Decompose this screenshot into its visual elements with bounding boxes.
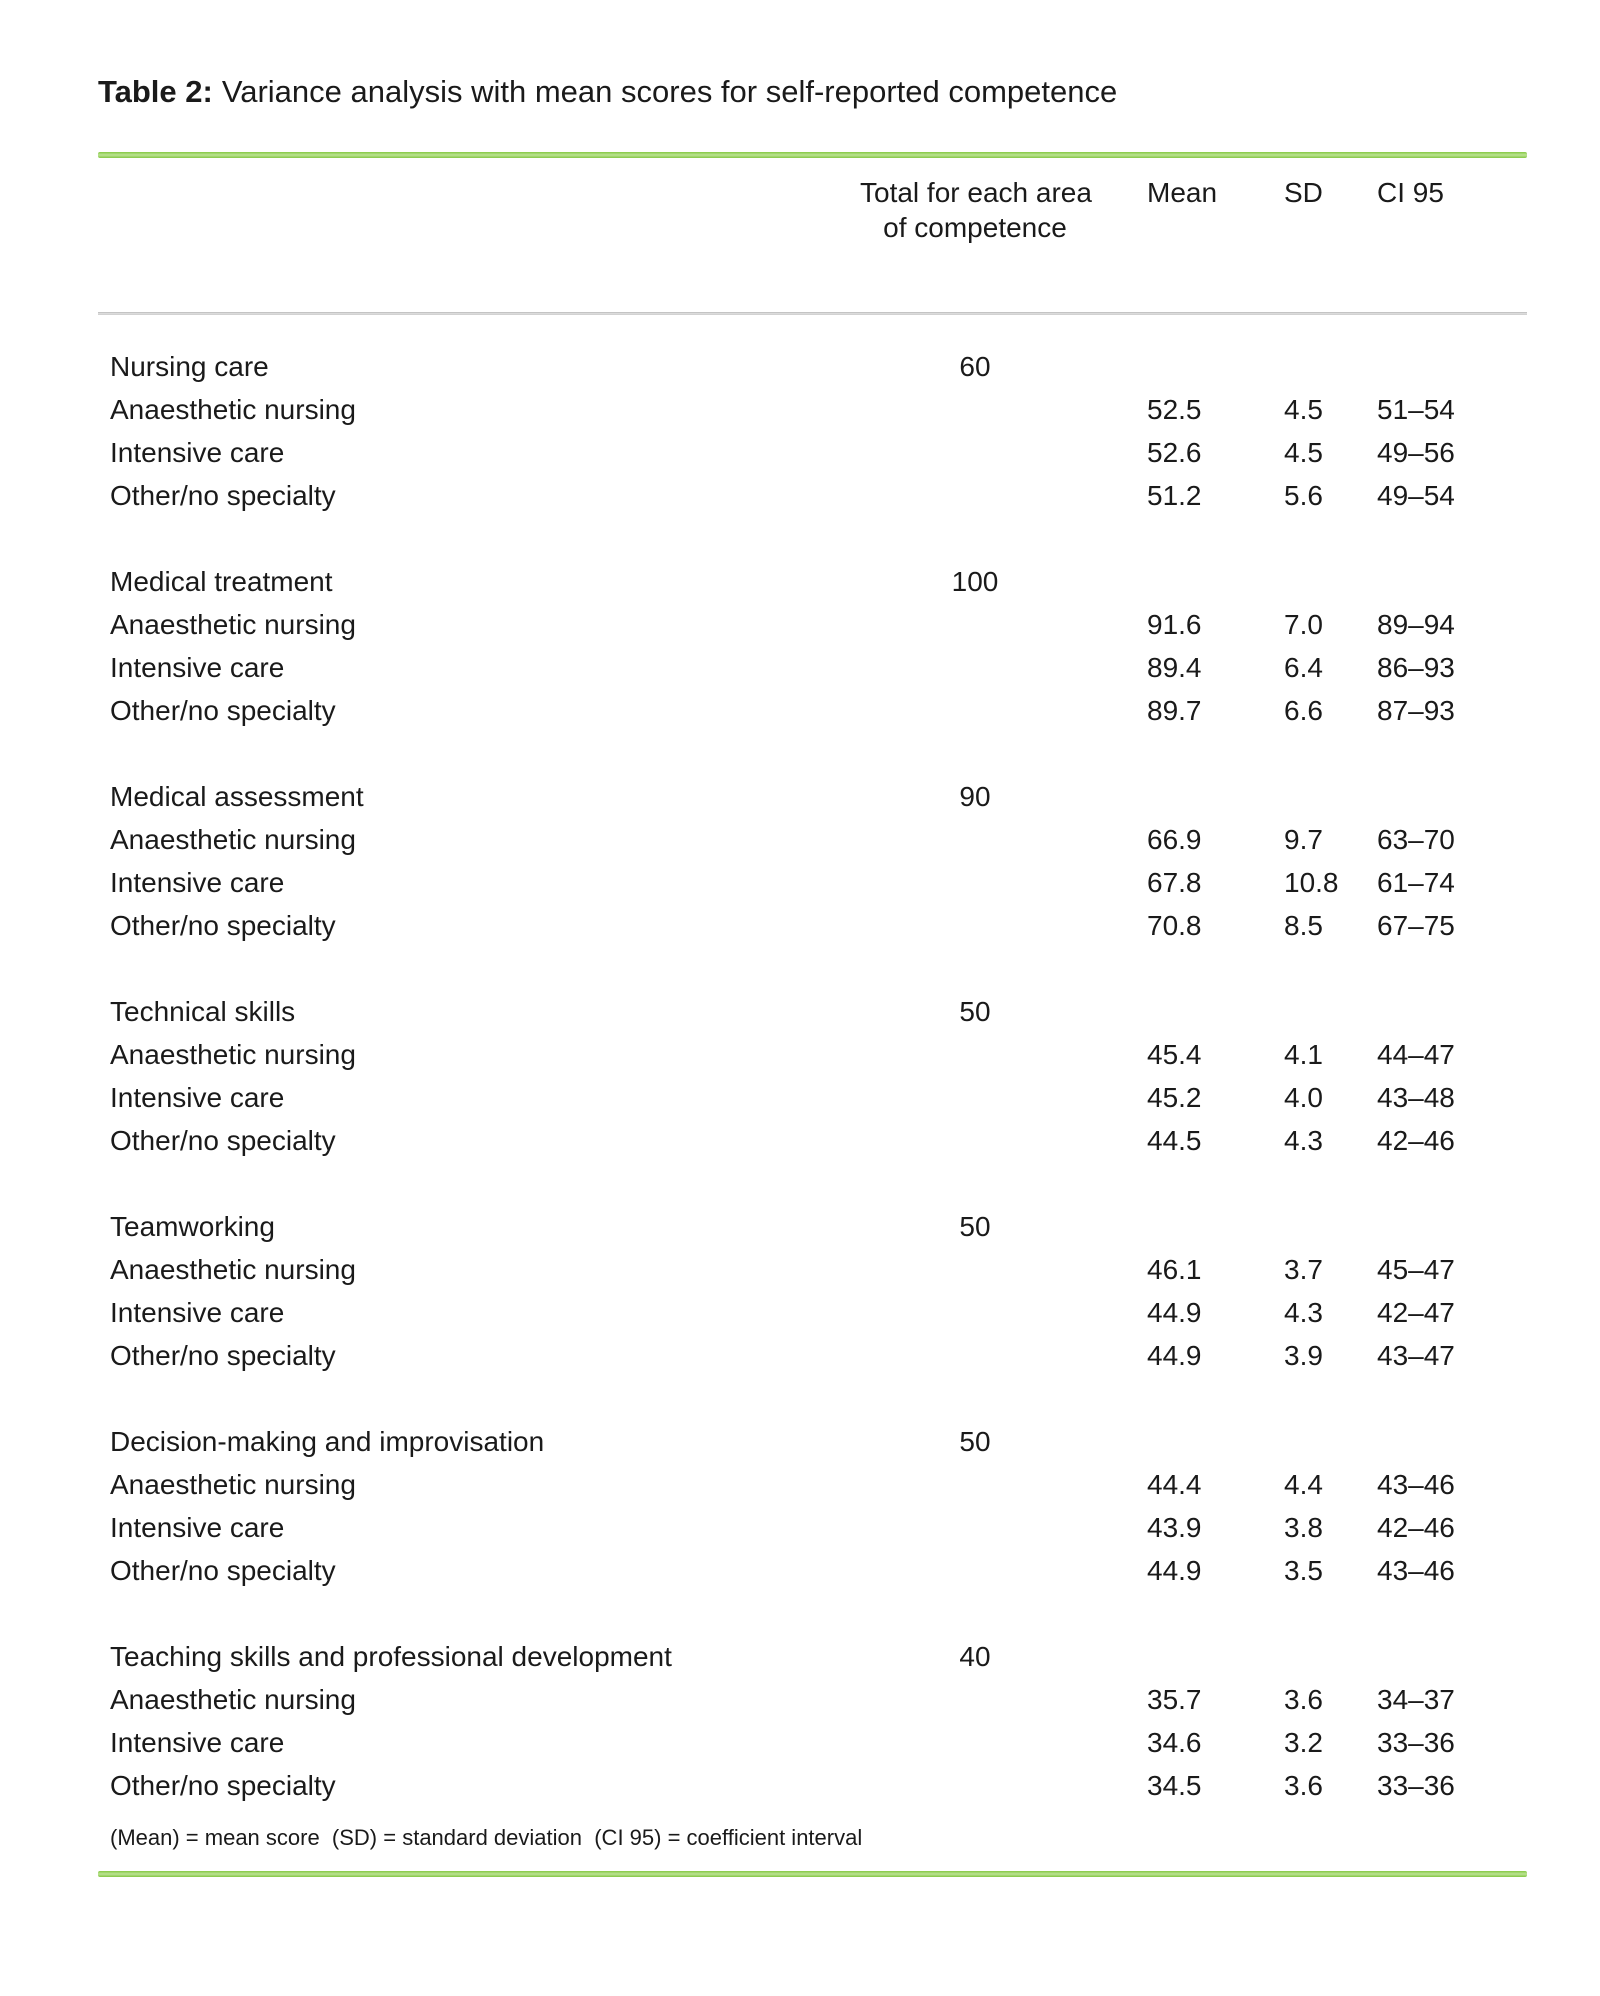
mean-value: 89.7 [1147, 694, 1202, 726]
ci-value: 86–93 [1377, 651, 1455, 683]
ci-value: 43–47 [1377, 1339, 1455, 1371]
group-label: Medical assessment [110, 780, 364, 812]
group-spacer [110, 732, 1527, 775]
table-row [110, 1033, 1527, 1076]
table-row [110, 646, 1527, 689]
table-row [110, 1721, 1527, 1764]
ci-value: 43–46 [1377, 1554, 1455, 1586]
ci-value: 33–36 [1377, 1769, 1455, 1801]
mean-value: 51.2 [1147, 479, 1202, 511]
table-row [110, 431, 1527, 474]
table-body [110, 315, 1527, 1807]
group-total-value: 60 [959, 350, 991, 382]
sd-value: 4.4 [1284, 1468, 1323, 1500]
mean-value: 52.5 [1147, 393, 1202, 425]
sd-value: 3.9 [1284, 1339, 1323, 1371]
ci-value: 45–47 [1377, 1253, 1455, 1285]
mean-value: 35.7 [1147, 1683, 1202, 1715]
table-row [110, 1119, 1527, 1162]
sd-value: 5.6 [1284, 479, 1323, 511]
table-row [110, 1549, 1527, 1592]
table-row [110, 904, 1527, 947]
mean-value: 44.9 [1147, 1554, 1202, 1586]
mean-value: 45.2 [1147, 1081, 1202, 1113]
group-header-row [110, 775, 1527, 818]
group-label: Medical treatment [110, 565, 333, 597]
mean-value: 34.5 [1147, 1769, 1202, 1801]
group-label: Teamworking [110, 1210, 275, 1242]
sd-value: 4.0 [1284, 1081, 1323, 1113]
group-header-row [110, 1420, 1527, 1463]
ci-value: 61–74 [1377, 866, 1455, 898]
row-label: Other/no specialty [110, 479, 336, 511]
table-header-row [110, 175, 1527, 245]
group-total-value: 50 [959, 995, 991, 1027]
group-label: Nursing care [110, 350, 269, 382]
row-label: Anaesthetic nursing [110, 393, 356, 425]
ci-value: 43–46 [1377, 1468, 1455, 1500]
table-row [110, 818, 1527, 861]
table-row [110, 1463, 1527, 1506]
row-label: Intensive care [110, 1726, 285, 1758]
mean-value: 46.1 [1147, 1253, 1202, 1285]
top-green-rule [98, 152, 1527, 158]
table-row [110, 1764, 1527, 1807]
ci-value: 34–37 [1377, 1683, 1455, 1715]
mean-value: 67.8 [1147, 866, 1202, 898]
ci-value: 42–46 [1377, 1124, 1455, 1156]
ci-value: 42–47 [1377, 1296, 1455, 1328]
sd-value: 4.1 [1284, 1038, 1323, 1070]
row-label: Intensive care [110, 436, 285, 468]
group-total-value: 50 [959, 1210, 991, 1242]
header-total [860, 175, 1090, 245]
row-label: Anaesthetic nursing [110, 823, 356, 855]
table-row [110, 689, 1527, 732]
ci-value: 49–56 [1377, 436, 1455, 468]
table-row [110, 1248, 1527, 1291]
group-header-row [110, 560, 1527, 603]
ci-value: 49–54 [1377, 479, 1455, 511]
row-label: Intensive care [110, 1081, 285, 1113]
group-label: Technical skills [110, 995, 296, 1027]
sd-value: 4.5 [1284, 393, 1323, 425]
sd-value: 4.3 [1284, 1296, 1323, 1328]
group-total-value: 90 [959, 780, 991, 812]
table-caption-text: Variance analysis with mean scores for self-reported competence [221, 74, 1118, 109]
sd-value: 9.7 [1284, 823, 1323, 855]
mean-value: 34.6 [1147, 1726, 1202, 1758]
row-label: Other/no specialty [110, 1554, 336, 1586]
group-header-row [110, 345, 1527, 388]
table-caption [98, 73, 1600, 111]
group-spacer [110, 1377, 1527, 1420]
row-label: Anaesthetic nursing [110, 1038, 356, 1070]
sd-value: 3.7 [1284, 1253, 1323, 1285]
group-header-row [110, 1635, 1527, 1678]
sd-value: 3.6 [1284, 1769, 1323, 1801]
mean-value: 43.9 [1147, 1511, 1202, 1543]
row-label: Other/no specialty [110, 1769, 336, 1801]
group-header-row [110, 990, 1527, 1033]
row-label: Other/no specialty [110, 694, 336, 726]
sd-value: 3.5 [1284, 1554, 1323, 1586]
ci-value: 51–54 [1377, 393, 1455, 425]
table-row [110, 474, 1527, 517]
sd-value: 6.4 [1284, 651, 1323, 683]
mean-value: 89.4 [1147, 651, 1202, 683]
header-total-line1: Total for each area [860, 177, 1092, 208]
mean-value: 52.6 [1147, 436, 1202, 468]
mean-value: 44.4 [1147, 1468, 1202, 1500]
sd-value: 3.6 [1284, 1683, 1323, 1715]
row-label: Intensive care [110, 1511, 285, 1543]
bottom-green-rule [98, 1871, 1527, 1877]
group-spacer [110, 517, 1527, 560]
group-spacer [110, 1592, 1527, 1635]
ci-value: 63–70 [1377, 823, 1455, 855]
mean-value: 45.4 [1147, 1038, 1202, 1070]
group-total-value: 40 [959, 1640, 991, 1672]
ci-value: 89–94 [1377, 608, 1455, 640]
group-total-value: 100 [951, 565, 999, 597]
ci-value: 43–48 [1377, 1081, 1455, 1113]
row-label: Anaesthetic nursing [110, 1683, 356, 1715]
table-row [110, 1506, 1527, 1549]
table-row [110, 861, 1527, 904]
header-sd: SD [1284, 177, 1323, 208]
table-caption-label: Table 2: [98, 74, 213, 109]
row-label: Intensive care [110, 866, 285, 898]
group-spacer [110, 1162, 1527, 1205]
table-row [110, 603, 1527, 646]
table-row [110, 1678, 1527, 1721]
group-total-value: 50 [959, 1425, 991, 1457]
sd-value: 7.0 [1284, 608, 1323, 640]
header-ci: CI 95 [1377, 177, 1444, 208]
header-total-line2: of competence [883, 212, 1067, 243]
sd-value: 10.8 [1284, 866, 1339, 898]
sd-value: 6.6 [1284, 694, 1323, 726]
table-row [110, 388, 1527, 431]
ci-value: 67–75 [1377, 909, 1455, 941]
sd-value: 4.5 [1284, 436, 1323, 468]
sd-value: 3.2 [1284, 1726, 1323, 1758]
group-spacer [110, 947, 1527, 990]
ci-value: 87–93 [1377, 694, 1455, 726]
row-label: Anaesthetic nursing [110, 1253, 356, 1285]
group-label: Decision-making and improvisation [110, 1425, 545, 1457]
mean-value: 44.9 [1147, 1339, 1202, 1371]
sd-value: 4.3 [1284, 1124, 1323, 1156]
group-header-row [110, 1205, 1527, 1248]
row-label: Other/no specialty [110, 1124, 336, 1156]
ci-value: 33–36 [1377, 1726, 1455, 1758]
table-row [110, 1076, 1527, 1119]
table-row [110, 1291, 1527, 1334]
row-label: Other/no specialty [110, 1339, 336, 1371]
mean-value: 91.6 [1147, 608, 1202, 640]
mean-value: 44.9 [1147, 1296, 1202, 1328]
sd-value: 3.8 [1284, 1511, 1323, 1543]
table-row [110, 1334, 1527, 1377]
mean-value: 66.9 [1147, 823, 1202, 855]
header-mean: Mean [1147, 177, 1218, 208]
row-label: Anaesthetic nursing [110, 1468, 356, 1500]
row-label: Anaesthetic nursing [110, 608, 356, 640]
row-label: Intensive care [110, 1296, 285, 1328]
table-footnote: (Mean) = mean score (SD) = standard deviation (CI 95) = coefficient interval [110, 1825, 863, 1850]
mean-value: 70.8 [1147, 909, 1202, 941]
sd-value: 8.5 [1284, 909, 1323, 941]
row-label: Other/no specialty [110, 909, 336, 941]
ci-value: 44–47 [1377, 1038, 1455, 1070]
ci-value: 42–46 [1377, 1511, 1455, 1543]
group-label: Teaching skills and professional development [110, 1640, 672, 1672]
row-label: Intensive care [110, 651, 285, 683]
mean-value: 44.5 [1147, 1124, 1202, 1156]
